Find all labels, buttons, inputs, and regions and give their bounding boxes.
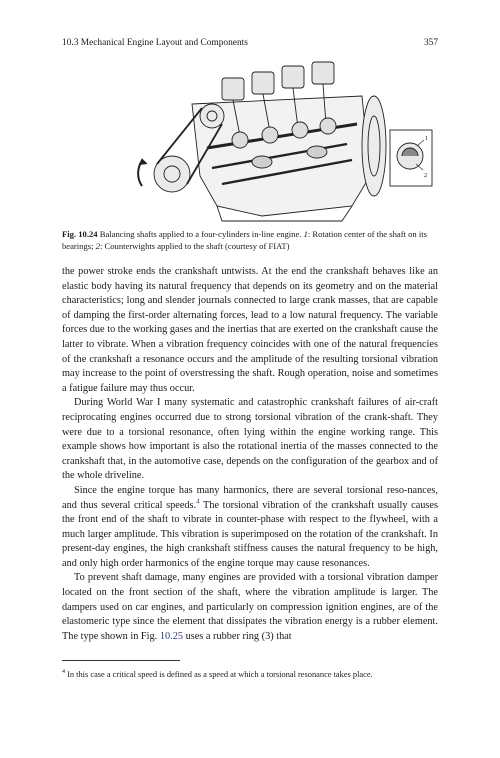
footnote-4 — [62, 669, 438, 680]
paragraph-2: During World War I many systematic and catastrophic crankshaft failures of air-craft reciprocating engines occurred due to strong torsional vibration of the crank-shaft. They were due to a torsional resonance, often lying within the engine working range. This example shows how important is also the rotational inertia of the masses connected to the crankshaft that, in the automotive case, depends on the configuration of the gearbox and of the whole driveline. — [62, 397, 438, 482]
footnote-divider — [62, 660, 180, 661]
caption-item1-text: : Rotation center of the shaft on its bearings; — [62, 229, 427, 251]
paragraph-4-text-b: uses a rubber ring (3) that — [183, 630, 292, 642]
paragraph-3-text-a: Since the engine torque has many harmonics, there are several torsional reso-nances, and thus several critical speeds. — [62, 484, 438, 511]
figure-10-24 — [62, 56, 438, 226]
footnote-text: In this case a critical speed is defined as a speed at which a torsional resonance takes place. — [65, 670, 373, 679]
running-header — [62, 38, 438, 52]
paragraph-4-text-a: To prevent shaft damage, many engines are provided with a torsional vibration damper located on the front section of the shaft, where the vibration amplitude is larger. The dampers used on car engines, and particularly on compression ignition engines, are of the elastomeric type since the element that dissipates the vibration energy is a rubber element. The type shown in Fig. — [62, 572, 438, 642]
callout-1: 1 — [425, 135, 429, 142]
engine-balancing-shafts-illustration — [112, 56, 434, 224]
figure-caption — [62, 228, 438, 252]
footnote-marker: 4 — [62, 669, 65, 676]
body-text — [62, 265, 438, 644]
caption-item1-number: 1 — [303, 229, 308, 239]
caption-label: Fig. 10.24 — [62, 229, 98, 239]
page-number: 357 — [423, 38, 438, 48]
footnote-reference-4[interactable]: 4 — [196, 497, 200, 506]
paragraph-1: the power stroke ends the crankshaft untwists. At the end the crankshaft behaves like an elastic body having its natural frequency that depends on its geometry and on the material characteristics; long and slender journals connected to large crank masses, that are capable of damping the first-order alternating forces, lead to a low natural frequency. The variable forces due to the working gases and the inertias that are exerted on the crankshaft cause the latter to vibrate. When a vibration frequency coincides with one of the natural frequencies of the crankshaft a resonance occurs and the amplitude of the resulting torsional vibration may increase to the point of overstressing the shaft. Rough operation, noise and sometimes a fatigue failure may thus occur. — [62, 266, 438, 394]
paragraph-3-text-b: The torsional vibration of the crankshaft usually causes the front end of the shaft to vibrate in counter-phase with respect to the flywheel, with a much larger amplitude. This vibration is superimposed on the rotation of the crankshaft. In present-day engines, the high crankshaft stiffness causes the natural frequency to be high, and only high order harmonics of the engine torque may cause resonances. — [62, 499, 438, 569]
header-section-title: 10.3 Mechanical Engine Layout and Components — [62, 38, 248, 48]
figure-10-25-link[interactable]: 10.25 — [159, 630, 183, 642]
caption-text: Balancing shafts applied to a four-cylinders in-line engine. — [97, 229, 304, 239]
callout-2: 2 — [424, 172, 428, 179]
caption-item2-number: 2 — [95, 241, 100, 251]
caption-item2-text: : Counterwights applied to the shaft (courtesy of FIAT) — [99, 241, 290, 251]
paragraph-3 — [62, 484, 438, 572]
paragraph-4 — [62, 571, 438, 644]
